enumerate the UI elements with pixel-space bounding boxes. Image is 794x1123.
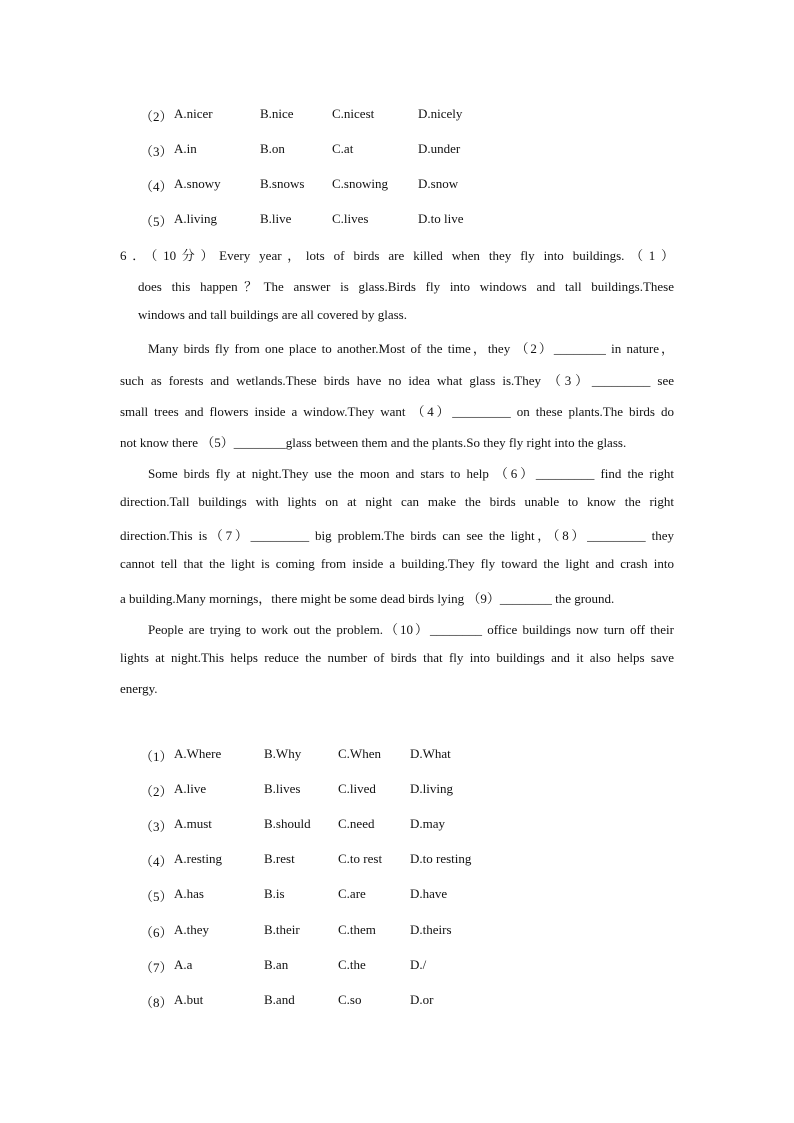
option-number: （1） xyxy=(140,749,173,764)
option-row xyxy=(0,106,794,126)
option-d: D.What xyxy=(410,746,451,761)
option-c: C.to rest xyxy=(338,851,383,866)
option-number: （2） xyxy=(140,784,173,799)
option-row xyxy=(0,781,794,801)
option-a: A.resting xyxy=(174,851,223,866)
option-c: C.When xyxy=(338,746,381,761)
option-row xyxy=(0,816,794,836)
option-row xyxy=(0,886,794,906)
option-a: A.live xyxy=(174,781,207,796)
option-row xyxy=(0,211,794,231)
option-d: D./ xyxy=(410,957,427,972)
option-d: D.have xyxy=(410,886,448,901)
option-row xyxy=(0,957,794,977)
option-number: （4） xyxy=(140,179,173,194)
option-a: A.must xyxy=(174,816,212,831)
option-b: B.live xyxy=(260,211,292,226)
option-number: （4） xyxy=(140,854,173,869)
option-number: （7） xyxy=(140,960,173,975)
option-number: （3） xyxy=(140,144,173,159)
option-c: C.are xyxy=(338,886,366,901)
option-b: B.rest xyxy=(264,851,295,866)
option-c: C.lived xyxy=(338,781,376,796)
option-b: B.on xyxy=(260,141,285,156)
paragraph-line: such as forests and wetlands.These birds have no idea what glass is.They （3）_________ see xyxy=(120,373,674,388)
option-a: A.has xyxy=(174,886,204,901)
option-d: D.living xyxy=(410,781,453,796)
option-row xyxy=(0,851,794,871)
question-header-line: 6．（10分）Every year，lots of birds are killed when they fly into buildings.（1） xyxy=(120,248,674,263)
paragraph-line: not know there （5）________glass between them and the plants.So they fly right into the glass. xyxy=(120,435,627,450)
option-row xyxy=(0,141,794,161)
option-b: B.an xyxy=(264,957,289,972)
option-row xyxy=(0,992,794,1012)
option-row xyxy=(0,922,794,942)
option-d: D.to resting xyxy=(410,851,472,866)
option-d: D.may xyxy=(410,816,446,831)
question-header-line: does this happen？The answer is glass.Birds fly into windows and tall buildings.These xyxy=(138,279,674,294)
option-d: D.nicely xyxy=(418,106,463,121)
option-c: C.at xyxy=(332,141,354,156)
option-b: B.snows xyxy=(260,176,305,191)
option-c: C.them xyxy=(338,922,376,937)
option-number: （6） xyxy=(140,925,173,940)
option-a: A.in xyxy=(174,141,197,156)
option-b: B.is xyxy=(264,886,285,901)
option-c: C.the xyxy=(338,957,366,972)
option-a: A.Where xyxy=(174,746,222,761)
option-number: （3） xyxy=(140,819,173,834)
option-c: C.so xyxy=(338,992,362,1007)
paragraph-line: Many birds fly from one place to another.Most of the time，they （2）________ in nature， xyxy=(148,341,674,356)
option-d: D.theirs xyxy=(410,922,452,937)
option-number: （5） xyxy=(140,889,173,904)
option-d: D.snow xyxy=(418,176,459,191)
paragraph-line: cannot tell that the light is coming from inside a building.They fly toward the light and crash into xyxy=(120,556,674,571)
paragraph-line: People are trying to work out the problem.（10）________ office buildings now turn off their xyxy=(148,622,674,637)
question-header-line: windows and tall buildings are all covered by glass. xyxy=(138,307,407,322)
option-a: A.a xyxy=(174,957,193,972)
option-b: B.and xyxy=(264,992,295,1007)
option-d: D.under xyxy=(418,141,461,156)
option-d: D.or xyxy=(410,992,434,1007)
option-b: B.should xyxy=(264,816,311,831)
paragraph-line: direction.Tall buildings with lights on at night can make the birds unable to know the right xyxy=(120,494,674,509)
option-c: C.need xyxy=(338,816,375,831)
option-c: C.snowing xyxy=(332,176,388,191)
option-number: （5） xyxy=(140,214,173,229)
option-a: A.living xyxy=(174,211,217,226)
option-b: B.lives xyxy=(264,781,301,796)
paragraph-line: lights at night.This helps reduce the number of birds that fly into buildings and it also helps save xyxy=(120,650,674,665)
paragraph-line: direction.This is（7）_________ big problem.The birds can see the light，（8）_________ they xyxy=(120,528,674,543)
option-b: B.their xyxy=(264,922,300,937)
option-c: C.lives xyxy=(332,211,369,226)
option-b: B.nice xyxy=(260,106,294,121)
paragraph-line: small trees and flowers inside a window.They want （4）_________ on these plants.The birds do xyxy=(120,404,674,419)
paragraph-line: a building.Many mornings，there might be some dead birds lying （9）________ the ground. xyxy=(120,591,615,606)
paragraph-line: Some birds fly at night.They use the moon and stars to help （6）_________ find the right xyxy=(148,466,674,481)
option-b: B.Why xyxy=(264,746,302,761)
option-d: D.to live xyxy=(418,211,464,226)
option-a: A.but xyxy=(174,992,204,1007)
option-a: A.snowy xyxy=(174,176,221,191)
option-c: C.nicest xyxy=(332,106,375,121)
option-row xyxy=(0,746,794,766)
option-number: （8） xyxy=(140,995,173,1010)
option-row xyxy=(0,176,794,196)
option-number: （2） xyxy=(140,109,173,124)
option-a: A.they xyxy=(174,922,210,937)
paragraph-line: energy. xyxy=(120,681,158,696)
option-a: A.nicer xyxy=(174,106,213,121)
